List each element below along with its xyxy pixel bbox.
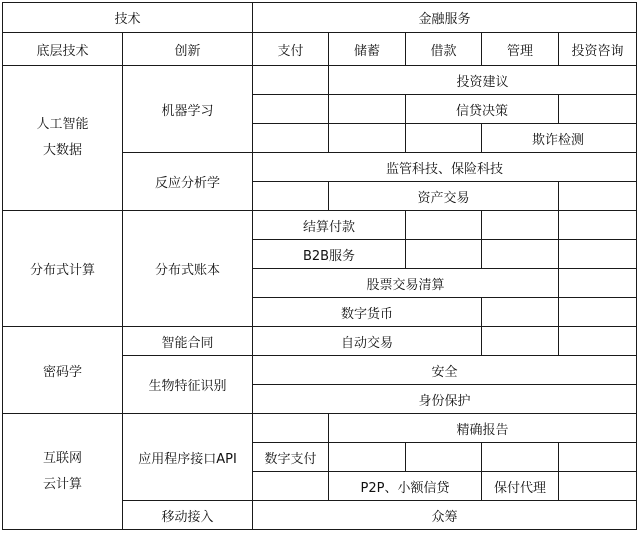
- empty-cell: [559, 211, 637, 240]
- service-regtech-insurtech: 监管科技、保险科技: [253, 153, 637, 182]
- service-stock-clearing: 股票交易清算: [253, 269, 559, 298]
- innovation-machine-learning: 机器学习: [123, 66, 253, 153]
- table-row: [3, 414, 637, 443]
- service-precise-reporting: 精确报告: [329, 414, 637, 443]
- subheader-savings: 储蓄: [329, 33, 406, 66]
- service-digital-currency: 数字货币: [253, 298, 482, 327]
- service-p2p-microloan: P2P、小额信贷: [329, 472, 482, 501]
- empty-cell: [559, 269, 637, 298]
- innovation-smart-contract: 智能合同: [123, 327, 253, 356]
- table-row: [3, 327, 637, 356]
- empty-cell: [559, 298, 637, 327]
- empty-cell: [559, 182, 637, 211]
- service-settlement-payment: 结算付款: [253, 211, 406, 240]
- service-asset-trading: 资产交易: [329, 182, 559, 211]
- empty-cell: [329, 124, 406, 153]
- innovation-distributed-ledger: 分布式账本: [123, 211, 253, 327]
- subheader-innovation: 创新: [123, 33, 253, 66]
- service-digital-payment: 数字支付: [253, 443, 329, 472]
- subheader-investment-advisory: 投资咨询: [559, 33, 637, 66]
- empty-cell: [482, 443, 559, 472]
- header-finance-services: 金融服务: [253, 3, 637, 33]
- group-internet-cloud: [3, 414, 123, 530]
- empty-cell: [329, 443, 406, 472]
- header-tech: 技术: [3, 3, 253, 33]
- subheader-lending: 借款: [406, 33, 482, 66]
- empty-cell: [253, 182, 329, 211]
- service-fraud-detection: 欺诈检测: [482, 124, 637, 153]
- empty-cell: [559, 443, 637, 472]
- empty-cell: [482, 240, 559, 269]
- empty-cell: [406, 240, 482, 269]
- table-row: [3, 211, 637, 240]
- table-subheader-row: [3, 33, 637, 66]
- group-label: 人工智能 大数据: [36, 117, 89, 158]
- empty-cell: [482, 211, 559, 240]
- service-crowdfunding: 众筹: [253, 501, 637, 530]
- group-distributed-computing: 分布式计算: [3, 211, 123, 327]
- service-auto-trading: 自动交易: [253, 327, 482, 356]
- innovation-mobile-access: 移动接入: [123, 501, 253, 530]
- empty-cell: [559, 327, 637, 356]
- innovation-reactive-analytics: 反应分析学: [123, 153, 253, 211]
- service-security: 安全: [253, 356, 637, 385]
- service-credit-decision: 信贷决策: [406, 95, 559, 124]
- empty-cell: [253, 124, 329, 153]
- group-label: 互联网 云计算: [42, 450, 82, 492]
- subheader-base-tech: 底层技术: [3, 33, 123, 66]
- service-escrow-agent: 保付代理: [482, 472, 559, 501]
- empty-cell: [406, 443, 482, 472]
- empty-cell: [253, 472, 329, 501]
- empty-cell: [482, 298, 559, 327]
- empty-cell: [253, 414, 329, 443]
- subheader-payment: 支付: [253, 33, 329, 66]
- empty-cell: [253, 66, 329, 95]
- table-row: [3, 66, 637, 95]
- service-investment-advice: 投资建议: [329, 66, 637, 95]
- group-cryptography: 密码学: [3, 327, 123, 414]
- innovation-api: 应用程序接口API: [123, 414, 253, 501]
- empty-cell: [406, 124, 482, 153]
- group-ai-bigdata: [3, 66, 123, 211]
- empty-cell: [406, 211, 482, 240]
- service-identity-protection: 身份保护: [253, 385, 637, 414]
- empty-cell: [559, 240, 637, 269]
- empty-cell: [482, 327, 559, 356]
- empty-cell: [559, 472, 637, 501]
- empty-cell: [559, 95, 637, 124]
- subheader-management: 管理: [482, 33, 559, 66]
- service-b2b: B2B服务: [253, 240, 406, 269]
- empty-cell: [329, 95, 406, 124]
- empty-cell: [253, 95, 329, 124]
- table-header-row: [3, 3, 637, 33]
- innovation-biometrics: 生物特征识别: [123, 356, 253, 414]
- fintech-matrix-table: [2, 2, 637, 530]
